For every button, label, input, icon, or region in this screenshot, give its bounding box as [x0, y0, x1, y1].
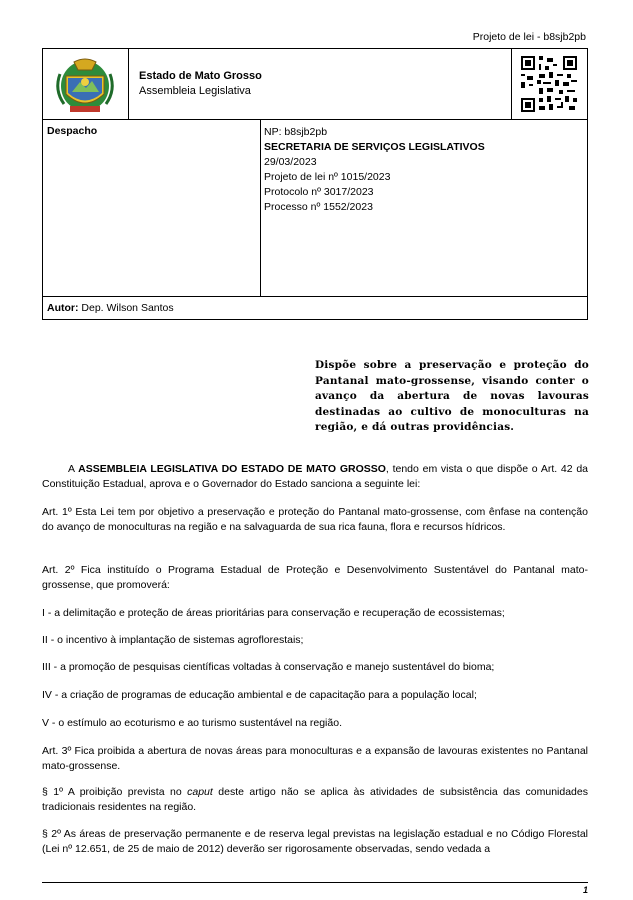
qr-code-icon	[521, 56, 577, 112]
secretaria: SECRETARIA DE SERVIÇOS LEGISLATIVOS	[264, 141, 485, 153]
assembly-name: Assembleia Legislativa	[139, 85, 251, 97]
preamble-rest: , tendo em vista o que dispõe o Art. 42 da Constituição Estadual, aprova e o Governador do Estado sanciona a seguinte lei:	[42, 463, 588, 490]
document-id-label: Projeto de lei - b8sjb2pb	[472, 31, 586, 43]
list-item: II - o incentivo à implantação de sistemas agroflorestais;	[42, 634, 304, 646]
paragraph-2: § 2º As áreas de preservação permanente e de reserva legal previstas na legislação estadual e no Código Florestal (Lei nº 12.651, de 25 de maio de 2012) deverão ser rigorosamente observadas, sendo vedada a	[42, 828, 588, 855]
np-code: NP: b8sjb2pb	[264, 126, 328, 138]
ementa: Dispõe sobre a preservação e proteção do Pantanal mato-grossense, visando conter o avanço da abertura de novas lavouras destinadas ao cultivo de monoculturas na região, e dá outras providências.	[315, 359, 589, 433]
paragraph-1-pre: § 1º A proibição prevista no	[42, 786, 188, 798]
protocolo-number: Protocolo nº 3017/2023	[264, 186, 374, 198]
article-1: Art. 1º Esta Lei tem por objetivo a preservação e proteção do Pantanal mato-grossense, com ênfase na contenção do avanço de monoculturas na região e na salvaguarda de sua rica fauna, flora e recursos hídricos.	[42, 506, 588, 533]
header-box	[42, 48, 588, 120]
footer-divider	[42, 882, 588, 883]
preamble-org: ASSEMBLEIA LEGISLATIVA DO ESTADO DE MATO GROSSO	[78, 463, 386, 475]
header-orgs	[139, 69, 262, 99]
article-2: Art. 2º Fica instituído o Programa Estadual de Proteção e Desenvolvimento Sustentável do Pantanal mato-grossense, que promoverá:	[42, 564, 588, 591]
dispatch-left-column	[43, 120, 261, 296]
author-name: Dep. Wilson Santos	[81, 302, 174, 314]
list-item: III - a promoção de pesquisas científicas voltadas à conservação e manejo sustentável do bioma;	[42, 661, 495, 673]
author-row	[43, 296, 587, 319]
list-item: V - o estímulo ao ecoturismo e ao turismo sustentável na região.	[42, 717, 342, 729]
article-3: Art. 3º Fica proibida a abertura de novas áreas para monoculturas e a expansão de lavouras existentes no Pantanal mato-grossense.	[42, 745, 588, 772]
processo-number: Processo nº 1552/2023	[264, 201, 373, 213]
dispatch-label: Despacho	[47, 125, 98, 137]
dispatch-box	[42, 120, 588, 320]
state-name: Estado de Mato Grosso	[139, 70, 262, 82]
author-label: Autor:	[47, 302, 79, 314]
list-item: IV - a criação de programas de educação ambiental e de capacitação para a população local;	[42, 689, 477, 701]
preamble-lead: A	[68, 463, 79, 475]
list-item: I - a delimitação e proteção de áreas prioritárias para conservação e recuperação de ecossistemas;	[42, 607, 505, 619]
paragraph-1	[42, 785, 588, 815]
paragraph-1-italic: caput	[187, 786, 213, 798]
dispatch-meta	[264, 125, 485, 215]
page-number: 1	[582, 885, 588, 895]
projeto-number: Projeto de lei nº 1015/2023	[264, 171, 391, 183]
preamble	[42, 462, 588, 492]
coat-of-arms-icon	[43, 49, 129, 119]
paragraph-1-post: deste artigo não se aplica às atividades de subsistência das comunidades tradicionais residentes na região.	[42, 786, 588, 813]
dispatch-date: 29/03/2023	[264, 156, 317, 168]
qr-code-box	[511, 49, 587, 119]
